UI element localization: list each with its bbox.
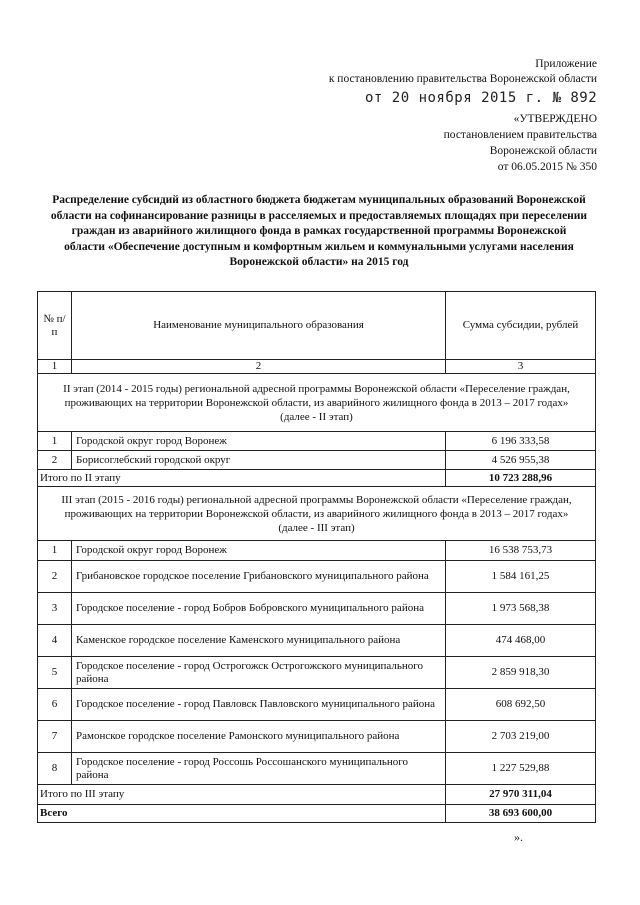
row-num: 5 — [38, 657, 72, 689]
title-line: области «Обеспечение доступным и комфортным жильем и коммунальными услугами населения — [64, 240, 574, 253]
approved-region: Воронежской области — [489, 145, 597, 157]
decree-date-stamp: от 20 ноября 2015 г. № 892 — [365, 90, 598, 106]
row-num: 3 — [38, 593, 72, 625]
table-row — [38, 753, 596, 785]
row-num: 1 — [38, 432, 72, 451]
row-name: Борисоглебский городской округ — [72, 451, 446, 470]
stage2-heading-line: II этап (2014 - 2015 годы) региональной адресной программы Воронежской области «Переселение граждан, — [63, 382, 570, 395]
colnum-3: 3 — [446, 360, 596, 374]
row-num: 6 — [38, 689, 72, 721]
stage2-total-row — [38, 470, 596, 487]
stage3-heading-line: III этап (2015 - 2016 годы) региональной адресной программы Воронежской области «Переселение граждан, — [61, 493, 572, 506]
stage2-heading — [38, 374, 596, 432]
header-name: Наименование муниципального образования — [72, 292, 446, 360]
row-name: Грибановское городское поселение Грибановского муниципального района — [72, 561, 446, 593]
title-line: Воронежской области» на 2015 год — [229, 256, 409, 269]
table-row — [38, 561, 596, 593]
table-row — [38, 432, 596, 451]
stage2-total-label: Итого по II этапу — [38, 470, 446, 487]
row-sum: 1 584 161,25 — [446, 561, 596, 593]
stage3-heading-row — [38, 487, 596, 541]
row-num: 7 — [38, 721, 72, 753]
colnum-2: 2 — [72, 360, 446, 374]
row-name: Городское поселение - город Россошь Россошанского муниципального района — [72, 753, 446, 785]
row-sum: 608 692,50 — [446, 689, 596, 721]
row-name: Городской округ город Воронеж — [72, 541, 446, 561]
stage3-heading — [38, 487, 596, 541]
table-row — [38, 593, 596, 625]
table-row — [38, 721, 596, 753]
table-row — [38, 657, 596, 689]
row-num: 2 — [38, 561, 72, 593]
row-sum: 4 526 955,38 — [446, 451, 596, 470]
row-sum: 6 196 333,58 — [446, 432, 596, 451]
stage2-total: 10 723 288,96 — [446, 470, 596, 487]
grand-total: 38 693 600,00 — [446, 805, 596, 823]
stage3-heading-line: (далее - III этап) — [278, 521, 355, 534]
row-name: Городское поселение - город Павловск Павловского муниципального района — [72, 689, 446, 721]
header-num: № п/п — [38, 292, 72, 360]
row-sum: 1 973 568,38 — [446, 593, 596, 625]
title-line: граждан из аварийного жилищного фонда в рамках государственной программы Воронежской — [71, 225, 567, 238]
approved-by: постановлением правительства — [443, 129, 597, 141]
row-sum: 2 703 219,00 — [446, 721, 596, 753]
row-num: 2 — [38, 451, 72, 470]
decree-reference: к постановлению правительства Воронежской области — [328, 73, 597, 85]
title-line: области на софинансирование разницы в расселяемых и предоставляемых площадях при переселении — [50, 209, 588, 222]
header-sum: Сумма субсидии, рублей — [446, 292, 596, 360]
row-sum: 1 227 529,88 — [446, 753, 596, 785]
row-name: Рамонское городское поселение Рамонского муниципального района — [72, 721, 446, 753]
stage2-heading-row — [38, 374, 596, 432]
row-name: Каменское городское поселение Каменского муниципального района — [72, 625, 446, 657]
row-num: 1 — [38, 541, 72, 561]
approved-label: «УТВЕРЖДЕНО — [513, 113, 597, 125]
subsidy-table — [37, 291, 596, 823]
grand-total-label: Всего — [38, 805, 446, 823]
row-num: 4 — [38, 625, 72, 657]
row-num: 8 — [38, 753, 72, 785]
row-name: Городское поселение - город Острогожск Острогожского муниципального района — [72, 657, 446, 689]
stage3-total-label: Итого по III этапу — [38, 785, 446, 805]
stage3-total: 27 970 311,04 — [446, 785, 596, 805]
stage2-heading-line: проживающих на территории Воронежской области, из аварийного жилищного фонда в 2013 – 2017 годах» — [64, 396, 569, 409]
row-name: Городское поселение - город Бобров Бобровского муниципального района — [72, 593, 446, 625]
appendix-label: Приложение — [535, 58, 597, 70]
row-sum: 16 538 753,73 — [446, 541, 596, 561]
table-row — [38, 689, 596, 721]
stage3-total-row — [38, 785, 596, 805]
closing-quote: ». — [514, 830, 523, 844]
table-row — [38, 541, 596, 561]
column-number-row — [38, 360, 596, 374]
colnum-1: 1 — [38, 360, 72, 374]
table-row — [38, 451, 596, 470]
row-sum: 2 859 918,30 — [446, 657, 596, 689]
grand-total-row — [38, 805, 596, 823]
approved-date: от 06.05.2015 № 350 — [497, 161, 597, 173]
title-line: Распределение субсидий из областного бюджета бюджетам муниципальных образований Воронежской — [52, 194, 586, 206]
row-sum: 474 468,00 — [446, 625, 596, 657]
stage3-heading-line: проживающих на территории Воронежской области, из аварийного жилищного фонда в 2013 – 2017 годах» — [64, 507, 569, 520]
table-header-row — [38, 292, 596, 360]
stage2-heading-line: (далее - II этап) — [280, 410, 353, 423]
row-name: Городской округ город Воронеж — [72, 432, 446, 451]
document-title — [34, 193, 604, 271]
table-row — [38, 625, 596, 657]
